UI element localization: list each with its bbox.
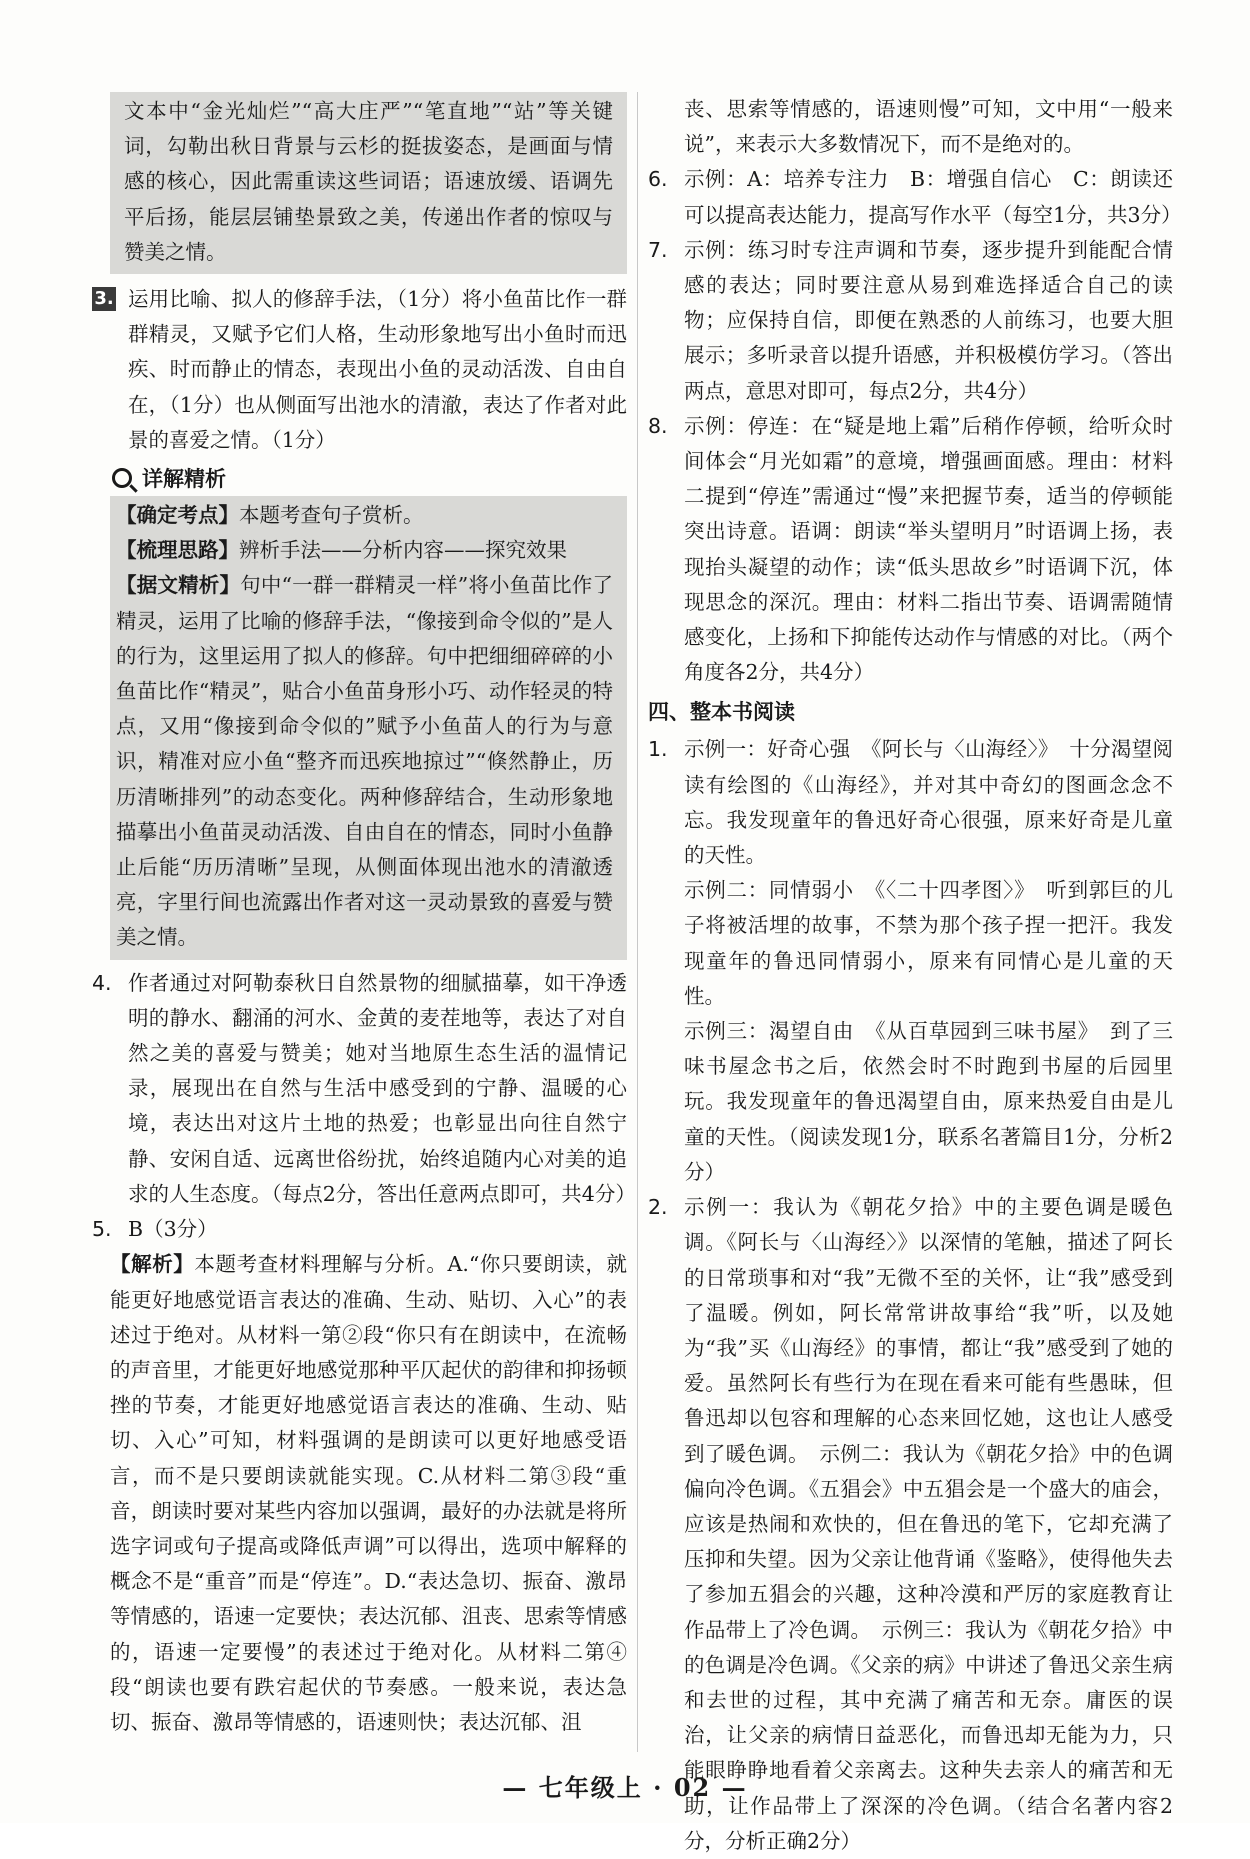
question-6-number: 6.	[648, 167, 668, 192]
jiexi-text: 本题考查材料理解与分析。A.“你只要朗读，就能更好地感觉语言表达的准确、生动、贴切、入心”的表述过于绝对。从材料一第②段“你只有在朗读中，在流畅的声音里，才能更好地感觉那种平仄起伏的韵律和抑扬顿挫的节奏，才能更好地感觉语言表达的准确、生动、贴切、入心”可知，材料强调的是朗读可以更好地感受语言，而不是只要朗读就能实现。C.从材料二第③段“重音，朗读时要对某些内容加以强调，最好的办法就是将所选字词或句子提高或降低声调”可以得出，选项中解释的概念不是“重音”而是“停连”。D.“表达急切、振奋、激昂等情感的，语速一定要快；表达沉郁、沮丧、思索等情感的，语速一定要慢”的表述过于绝对化。从材料二第④段“朗读也要有跌宕起伏的节奏感。一般来说，表达急切、振奋、激昂等情感的，语速则快；表达沉郁、沮	[110, 1252, 627, 1734]
detail-analysis-title: 详解精析	[142, 467, 226, 492]
question-6-answer: 示例：A：培养专注力 B：增强自信心 C：朗读还可以提高表达能力，提高写作水平（每空1分，共3分）	[684, 167, 1182, 227]
question-5-continued: 丧、思索等情感的，语速则慢”可知，文中用“一般来说”，来表示大多数情况下，而不是绝对的。	[684, 97, 1173, 157]
kaodian-line	[116, 498, 613, 533]
question-5-answer: B（3分）	[128, 1217, 218, 1242]
reading-question-2	[648, 1190, 1173, 1859]
silu-text: 辨析手法——分析内容——探究效果	[239, 538, 567, 563]
magnifier-icon	[112, 468, 132, 488]
reading-question-2-number: 2.	[648, 1195, 668, 1220]
question-3-number: 3.	[92, 287, 116, 311]
question-7-answer: 示例：练习时专注声调和节奏，逐步提升到能配合情感的表达；同时要注意从易到难选择适合自己的读物；应保持自信，即便在熟悉的人前练习，也要大胆展示；多听录音以提升语感，并积极模仿学习。（答出两点，意思对即可，每点2分，共4分）	[684, 237, 1173, 403]
question-8-answer: 示例：停连：在“疑是地上霜”后稍作停顿，给听众时间体会“月光如霜”的意境，增强画面感。理由：材料二提到“停连”需通过“慢”来把握节奏，适当的停顿能突出诗意。语调：朗读“举头望明月”时语调上扬，表现抬头凝望的动作；读“低头思故乡”时语调下沉，体现思念的深沉。理由：材料二指出节奏、语调需随情感变化，上扬和下抑能传达动作与情感的对比。（两个角度各2分，共4分）	[684, 413, 1173, 685]
reading-question-1-number: 1.	[648, 737, 668, 762]
jingxi-line	[116, 568, 613, 955]
left-column	[92, 92, 636, 1740]
question-5-number: 5.	[92, 1217, 112, 1242]
question-3-answer: 运用比喻、拟人的修辞手法，（1分）将小鱼苗比作一群群精灵，又赋予它们人格，生动形象地写出小鱼时而迅疾、时而静止的情态，表现出小鱼的灵动活泼、自由自在，（1分）也从侧面写出池水的清澈，表达了作者对此景的喜爱之情。（1分）	[128, 287, 627, 452]
question-8-number: 8.	[648, 413, 668, 438]
page-footer: — 七年级上 · 02 —	[502, 1773, 748, 1802]
jingxi-text: 句中“一群一群精灵一样”将小鱼苗比作了精灵，运用了比喻的修辞手法，“像接到命令似的”是人的行为，这里运用了拟人的修辞。句中把细细碎碎的小鱼苗比作“精灵”，贴合小鱼苗身形小巧、动作轻灵的特点，又用“像接到命令似的”赋予小鱼苗人的行为与意识，精准对应小鱼“整齐而迅疾地掠过”“倏然静止，历历清晰排列”的动态变化。两种修辞结合，生动形象地描摹出小鱼苗灵动活泼、自由自在的情态，同时小鱼静止后能“历历清晰”呈现，从侧面体现出池水的清澈透亮，字里行间也流露出作者对这一灵动景致的喜爱与赞美之情。	[116, 573, 613, 950]
silu-line	[116, 533, 613, 568]
jingxi-label: 【据文精析】	[116, 573, 241, 598]
top-note-box	[110, 92, 627, 274]
kaodian-label: 【确定考点】	[116, 503, 239, 528]
question-4	[92, 966, 636, 1212]
question-7-number: 7.	[648, 237, 668, 262]
reading-question-1-example-3: 示例三：渴望自由 《从百草园到三味书屋》 到了三味书屋念书之后，依然会时不时跑到书屋的后园里玩。我发现童年的鲁迅渴望自由，原来热爱自由是儿童的天性。（阅读发现1分，联系名著篇目1分，分析2分）	[684, 1019, 1173, 1184]
top-note-text: 文本中“金光灿烂”“高大庄严”“笔直地”“站”等关键词，勾勒出秋日背景与云杉的挺拔姿态，是画面与情感的核心，因此需重读这些词语；语速放缓、语调先平后扬，能层层铺垫景致之美，传递出作者的惊叹与赞美之情。	[124, 99, 613, 264]
question-7	[648, 233, 1173, 409]
right-column	[648, 92, 1182, 1859]
reading-question-1-example-2: 示例二：同情弱小 《〈二十四孝图〉》 听到郭巨的儿子将被活埋的故事，不禁为那个孩子捏一把汗。我发现童年的鲁迅同情弱小，原来有同情心是儿童的天性。	[684, 878, 1173, 1008]
question-5-analysis	[92, 1247, 627, 1740]
question-3	[92, 282, 627, 458]
detail-analysis-header	[110, 460, 627, 496]
question-4-number: 4.	[92, 970, 112, 995]
question-6	[648, 162, 1182, 232]
question-4-answer: 作者通过对阿勒泰秋日自然景物的细腻描摹，如干净透明的静水、翻涌的河水、金黄的麦茬地等，表达了对自然之美的喜爱与赞美；她对当地原生态生活的温情记录，展现出在自然与生活中感受到的宁静、温暖的心境，表达出对这片土地的热爱；也彰显出向往自然宁静、安闲自适、远离世俗纷扰，始终追随内心对美的追求的人生态度。（每点2分，答出任意两点即可，共4分）	[128, 970, 636, 1206]
kaodian-text: 本题考查句子赏析。	[239, 503, 424, 528]
reading-question-2-answer: 示例一：我认为《朝花夕拾》中的主要色调是暖色调。《阿长与〈山海经〉》以深情的笔触，描述了阿长的日常琐事和对“我”无微不至的关怀，让“我”感受到了温暖。例如，阿长常常讲故事给“我”听，以及她为“我”买《山海经》的事情，都让“我”感受到了她的爱。虽然阿长有些行为在现在看来可能有些愚昧，但鲁迅却以包容和理解的心态来回忆她，这也让人感受到了暖色调。 示例二：我认为《朝花夕拾》中的色调偏向冷色调。《五猖会》中五猖会是一个盛大的庙会，应该是热闹和欢快的，但在鲁迅的笔下，它却充满了压抑和失望。因为父亲让他背诵《鉴略》，使得他失去了参加五猖会的兴趣，这种冷漠和严厉的家庭教育让作品带上了冷色调。 示例三：我认为《朝花夕拾》中的色调是冷色调。《父亲的病》中讲述了鲁迅父亲生病和去世的过程，其中充满了痛苦和无奈。庸医的误治，让父亲的病情日益恶化，而鲁迅却无能为力，只能眼睁睁地看着父亲离去。这种失去亲人的痛苦和无助，让作品带上了深深的冷色调。（结合名著内容2分，分析正确2分）	[684, 1195, 1173, 1853]
section-4-title: 四、整本书阅读	[648, 700, 795, 725]
question-8	[648, 409, 1173, 691]
question-5	[92, 1212, 627, 1247]
reading-question-1-example-1: 示例一：好奇心强 《阿长与〈山海经〉》 十分渴望阅读有绘图的《山海经》，并对其中奇幻的图画念念不忘。我发现童年的鲁迅好奇心很强，原来好奇是儿童的天性。	[684, 737, 1173, 868]
detail-analysis-box	[110, 496, 627, 960]
jiexi-label: 【解析】	[110, 1252, 195, 1277]
column-divider	[637, 92, 638, 1752]
silu-label: 【梳理思路】	[116, 538, 239, 563]
reading-question-1	[648, 732, 1173, 1190]
